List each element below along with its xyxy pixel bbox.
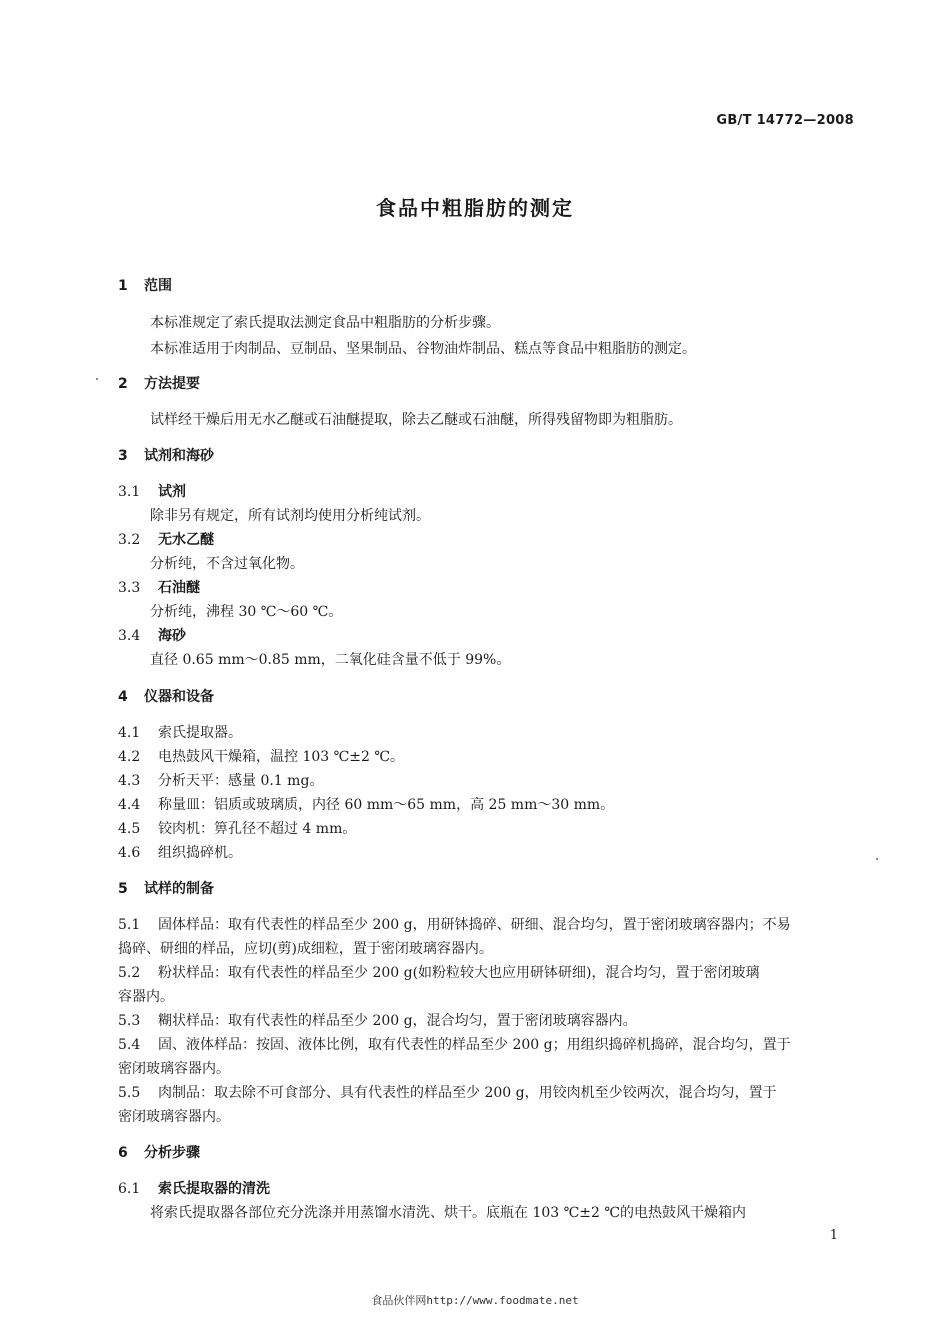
paragraph: 分析纯，沸程 30 ℃～60 ℃。: [150, 604, 343, 620]
item-number: 4.2: [118, 749, 141, 765]
item-text: 粉状样品：取有代表性的样品至少 200 g(如粉粒较大也应用研钵研细)，混合均匀，置于密闭玻璃: [158, 965, 760, 981]
list-item: [118, 770, 323, 790]
list-item-continuation: 容器内。: [118, 989, 174, 1005]
section-number: 6: [118, 1145, 128, 1161]
item-text: 肉制品：取去除不可食部分、具有代表性的样品至少 200 g，用铰肉机至少铰两次，混合均匀，置于: [158, 1085, 777, 1101]
item-number: 5.5: [118, 1085, 141, 1101]
subsection-number: 3.2: [118, 532, 141, 548]
list-item-continuation: 捣碎、研细的样品，应切(剪)成细粒，置于密闭玻璃容器内。: [118, 941, 493, 957]
list-item: [118, 818, 356, 838]
list-item: [118, 722, 242, 742]
section-title: 范围: [144, 278, 172, 294]
subsection-number: 3.4: [118, 628, 141, 644]
list-item: [118, 962, 760, 982]
item-text: 固、液体样品：按固、液体比例，取有代表性的样品至少 200 g；用组织捣碎机捣碎，混合均匀，置于: [158, 1037, 791, 1053]
item-number: 5.1: [118, 917, 141, 933]
item-number: 4.6: [118, 845, 141, 861]
scan-speck: [876, 858, 878, 860]
subsection-3-1: [118, 481, 186, 501]
scan-speck: [96, 378, 98, 380]
subsection-title: 试剂: [158, 484, 186, 500]
document-title: 食品中粗脂肪的测定: [376, 196, 574, 220]
paragraph: 除非另有规定，所有试剂均使用分析纯试剂。: [150, 508, 430, 524]
paragraph: 试样经干燥后用无水乙醚或石油醚提取，除去乙醚或石油醚，所得残留物即为粗脂肪。: [150, 412, 682, 428]
subsection-title: 石油醚: [158, 580, 200, 596]
paragraph: 将索氏提取器各部位充分洗涤并用蒸馏水清洗、烘干。底瓶在 103 ℃±2 ℃的电热鼓风干燥箱内: [150, 1205, 747, 1221]
subsection-3-2: [118, 529, 214, 549]
section-number: 2: [118, 376, 128, 392]
item-text: 电热鼓风干燥箱，温控 103 ℃±2 ℃。: [158, 749, 405, 765]
item-number: 5.4: [118, 1037, 141, 1053]
section-6-heading: [118, 1142, 200, 1162]
list-item: [118, 746, 404, 766]
list-item: [118, 794, 614, 814]
page-number: 1: [829, 1228, 838, 1243]
section-title: 仪器和设备: [144, 689, 214, 705]
subsection-title: 无水乙醚: [158, 532, 214, 548]
subsection-number: 3.3: [118, 580, 141, 596]
subsection-3-3: [118, 577, 200, 597]
item-number: 5.2: [118, 965, 141, 981]
item-text: 固体样品：取有代表性的样品至少 200 g，用研钵捣碎、研细、混合均匀，置于密闭玻璃容器内；不易: [158, 917, 791, 933]
list-item-continuation: 密闭玻璃容器内。: [118, 1109, 230, 1125]
subsection-6-1: [118, 1178, 270, 1198]
item-number: 4.5: [118, 821, 141, 837]
section-title: 试样的制备: [144, 881, 214, 897]
item-number: 4.1: [118, 725, 141, 741]
list-item-continuation: 密闭玻璃容器内。: [118, 1061, 230, 1077]
item-number: 5.3: [118, 1013, 141, 1029]
item-text: 索氏提取器。: [158, 725, 242, 741]
subsection-number: 6.1: [118, 1181, 141, 1197]
section-title: 试剂和海砂: [144, 448, 214, 464]
section-number: 4: [118, 689, 128, 705]
item-text: 称量皿：铝质或玻璃质，内径 60 mm～65 mm，高 25 mm～30 mm。: [158, 797, 615, 813]
list-item: [118, 1082, 777, 1102]
section-3-heading: [118, 445, 214, 465]
item-text: 铰肉机：箅孔径不超过 4 mm。: [158, 821, 357, 837]
paragraph: 本标准规定了索氏提取法测定食品中粗脂肪的分析步骤。: [150, 315, 500, 331]
item-text: 糊状样品：取有代表性的样品至少 200 g，混合均匀，置于密闭玻璃容器内。: [158, 1013, 637, 1029]
subsection-3-4: [118, 625, 186, 645]
standard-number: GB/T 14772—2008: [716, 113, 854, 128]
section-4-heading: [118, 686, 214, 706]
paragraph: 分析纯，不含过氧化物。: [150, 556, 304, 572]
section-title: 方法提要: [144, 376, 200, 392]
section-5-heading: [118, 878, 214, 898]
subsection-number: 3.1: [118, 484, 141, 500]
section-2-heading: [118, 373, 200, 393]
footer-watermark: 食品伙伴网http://www.foodmate.net: [371, 1294, 579, 1307]
list-item: [118, 1010, 637, 1030]
subsection-title: 海砂: [158, 628, 186, 644]
list-item: [118, 842, 242, 862]
section-number: 5: [118, 881, 128, 897]
item-text: 分析天平：感量 0.1 mg。: [158, 773, 324, 789]
paragraph: 直径 0.65 mm～0.85 mm，二氧化硅含量不低于 99%。: [150, 652, 511, 668]
paragraph: 本标准适用于肉制品、豆制品、坚果制品、谷物油炸制品、糕点等食品中粗脂肪的测定。: [150, 341, 696, 357]
list-item: [118, 914, 791, 934]
section-title: 分析步骤: [144, 1145, 200, 1161]
section-number: 1: [118, 278, 128, 294]
section-1-heading: [118, 275, 172, 295]
item-number: 4.4: [118, 797, 141, 813]
subsection-title: 索氏提取器的清洗: [158, 1181, 270, 1197]
section-number: 3: [118, 448, 128, 464]
item-text: 组织捣碎机。: [158, 845, 242, 861]
list-item: [118, 1034, 791, 1054]
item-number: 4.3: [118, 773, 141, 789]
